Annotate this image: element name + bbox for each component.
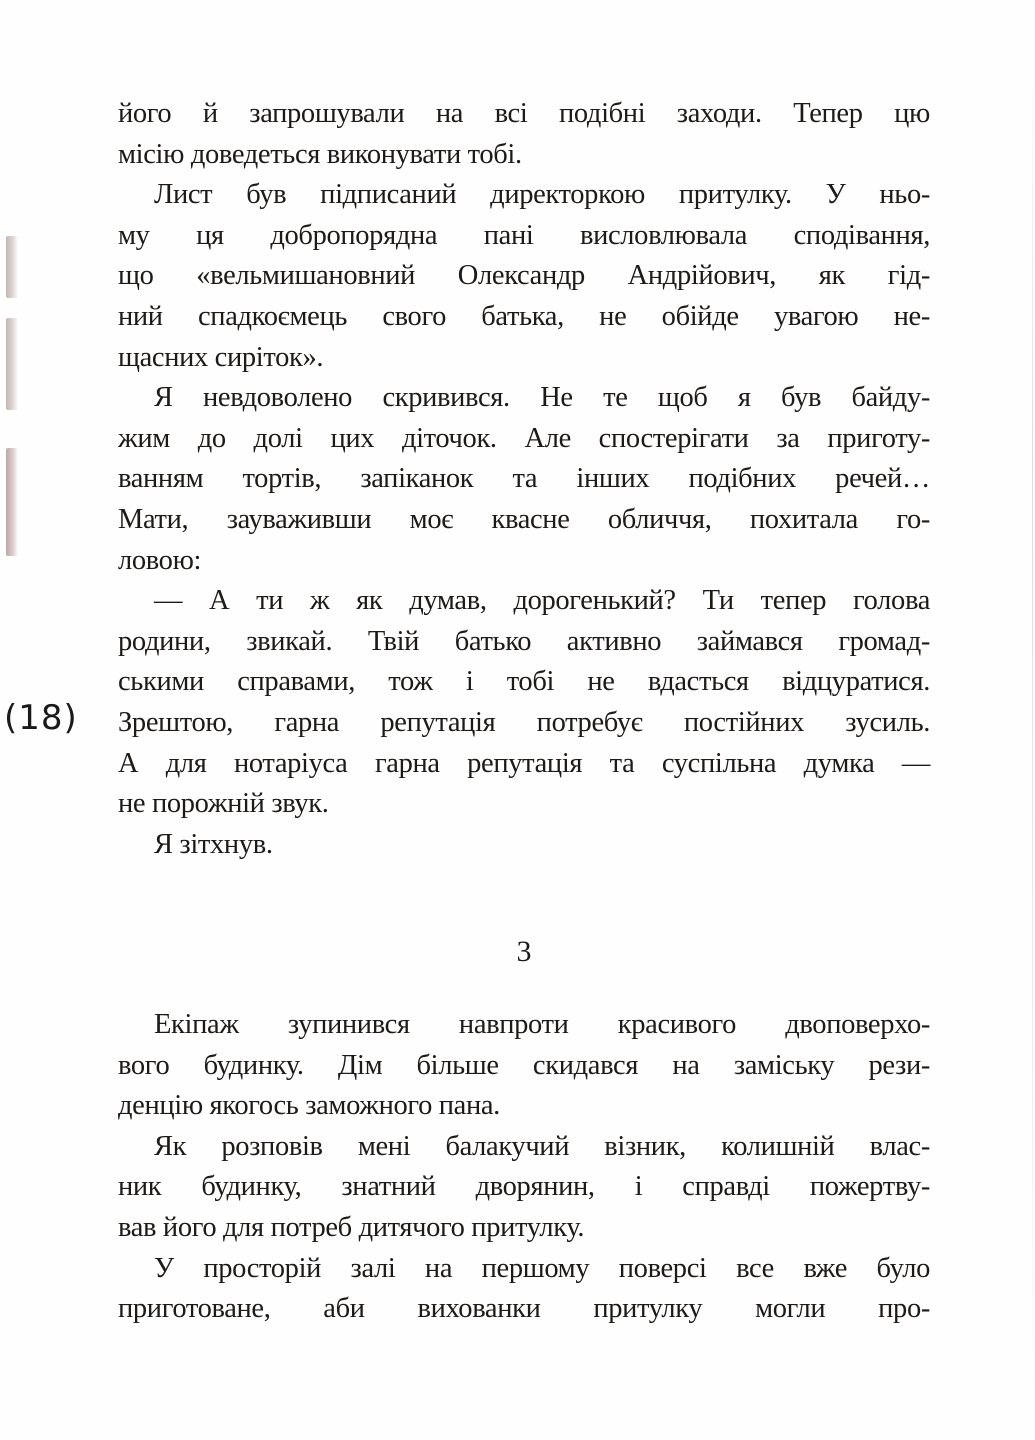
- page-number: (18): [4, 698, 78, 738]
- text-line: не порожній звук.: [118, 788, 329, 820]
- text-line: Мати, зауваживши моє квасне обличчя, похитала го-: [118, 503, 930, 535]
- text-line: му ця добропорядна пані висловлювала сподівання,: [118, 219, 930, 251]
- text-line: жим до долі цих діточок. Але спостерігати за приготу-: [118, 422, 930, 454]
- paragraph: [118, 378, 930, 581]
- text-line: ванням тортів, запіканок та інших подібних речей…: [118, 463, 930, 495]
- text-line: У просторій залі на першому поверсі все вже було: [154, 1252, 930, 1284]
- text-line: Я невдоволено скривився. Не те щоб я був байду-: [154, 382, 930, 414]
- body-text-before-chapter: [118, 94, 930, 865]
- text-line: ськими справами, тож і тобі не вдасться відцуратися.: [118, 666, 930, 698]
- text-line: А для нотаріуса гарна репутація та суспільна думка —: [118, 747, 930, 779]
- text-line: приготоване, аби вихованки притулку могли про-: [118, 1293, 930, 1325]
- text-line: Лист був підписаний директоркою притулку. У ньо-: [154, 179, 930, 211]
- paragraph: [118, 175, 930, 378]
- text-line: денцію якогось заможного пана.: [118, 1090, 500, 1122]
- text-line: родини, звикай. Твій батько активно займався громад-: [118, 625, 930, 657]
- paragraph: [118, 94, 930, 175]
- text-line: щасних сиріток».: [118, 341, 324, 373]
- text-line: Екіпаж зупинився навпроти красивого двоповерхо-: [154, 1009, 930, 1040]
- page-edge-line: [1032, 60, 1033, 1400]
- paragraph: [118, 825, 930, 866]
- text-line: Зрештою, гарна репутація потребує постійних зусиль.: [118, 706, 930, 738]
- scan-binding-shadow: [6, 318, 18, 410]
- paragraph: [118, 1005, 930, 1127]
- text-line: Як розповів мені балакучий візник, колишній влас-: [154, 1130, 930, 1162]
- body-text-after-chapter: [118, 1005, 930, 1330]
- text-line: що «вельмишановний Олександр Андрійович, як гід-: [118, 260, 930, 292]
- chapter-heading: 3: [516, 935, 532, 968]
- scan-binding-shadow: [6, 448, 18, 556]
- paragraph: [118, 1127, 930, 1249]
- text-line: — А ти ж як думав, дорогенький? Ти тепер голова: [154, 585, 930, 617]
- paragraph: [118, 1249, 930, 1330]
- text-line: ний спадкоємець свого батька, не обійде увагою не-: [118, 300, 930, 332]
- text-line: його й запрошували на всі подібні заходи. Тепер цю: [118, 98, 930, 129]
- paragraph: [118, 581, 930, 825]
- scan-binding-shadow: [6, 236, 18, 298]
- text-line: місію доведеться виконувати тобі.: [118, 138, 522, 170]
- text-line: вого будинку. Дім більше скидався на заміську рези-: [118, 1049, 930, 1081]
- text-line: ник будинку, знатний дворянин, і справді пожертву-: [118, 1171, 930, 1203]
- text-line: вав його для потреб дитячого притулку.: [118, 1211, 585, 1243]
- text-line: ловою:: [118, 544, 202, 576]
- text-line: Я зітхнув.: [154, 828, 273, 860]
